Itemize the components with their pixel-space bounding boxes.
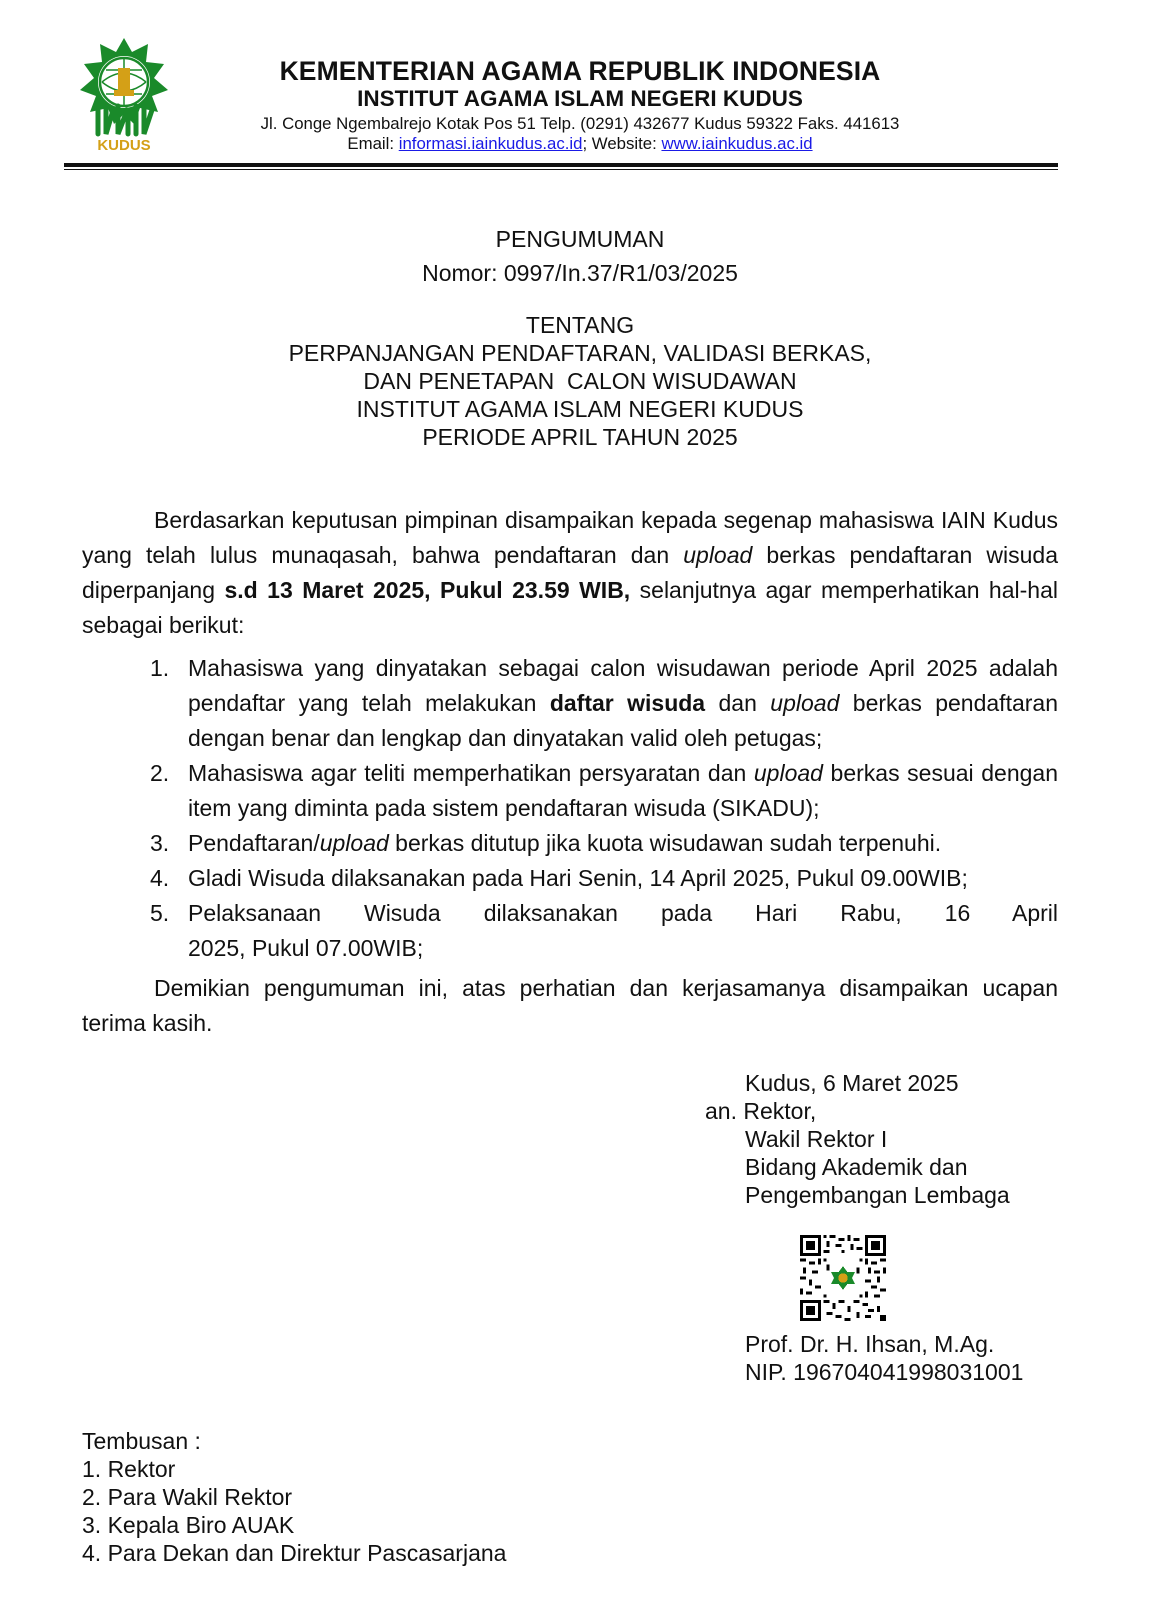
subject-line: PERPANJANGAN PENDAFTARAN, VALIDASI BERKAS, <box>288 340 872 366</box>
list-number: 1. <box>150 655 170 681</box>
list-number: 4. <box>150 865 170 891</box>
on-behalf-of: an. Rektor, <box>705 1098 817 1124</box>
list-text: berkas sesuai dengan item yang diminta pada sistem pendaftaran wisuda (SIKADU); <box>188 760 1059 821</box>
announcement-title-block <box>100 222 1060 290</box>
subject-block <box>100 311 1060 451</box>
role-line: Wakil Rektor I <box>745 1126 888 1152</box>
letterhead <box>190 56 970 154</box>
list-bold: daftar wisuda <box>549 690 706 716</box>
email-link[interactable]: informasi.iainkudus.ac.id <box>398 134 583 153</box>
announcement-number: Nomor: 0997/In.37/R1/03/2025 <box>422 260 738 286</box>
contact-line <box>190 134 970 154</box>
list-item <box>150 896 1058 966</box>
list-text: Pendaftaran/ <box>188 830 320 856</box>
website-label: ; Website: <box>582 134 657 153</box>
intro-italic: upload <box>683 542 753 568</box>
copies-item: 3. Kepala Biro AUAK <box>82 1512 295 1538</box>
about-label: TENTANG <box>525 312 635 338</box>
iain-kudus-logo <box>68 34 180 156</box>
list-item <box>150 651 1058 756</box>
copies-label: Tembusan : <box>82 1428 201 1454</box>
list-number: 5. <box>150 900 170 926</box>
role-line: Bidang Akademik dan <box>745 1154 968 1180</box>
intro-text: selanjutnya agar memperhatikan hal-hal sebagai berikut: <box>82 577 1058 638</box>
website-link[interactable]: www.iainkudus.ac.id <box>661 134 813 153</box>
list-text: Gladi Wisuda dilaksanakan pada Hari Senin, 14 April 2025, Pukul 09.00WIB; <box>188 865 968 891</box>
intro-paragraph <box>82 503 1058 643</box>
signatory <box>745 1330 1023 1386</box>
intro-text: Berdasarkan keputusan pimpinan disampaikan kepada segenap mahasiswa IAIN Kudus yang telah lulus munaqasah, bahwa pendaftaran dan <box>82 507 1058 568</box>
email-label: Email: <box>347 134 395 153</box>
copies-item: 4. Para Dekan dan Direktur Pascasarjana <box>82 1540 507 1566</box>
subject-line: INSTITUT AGAMA ISLAM NEGERI KUDUS <box>356 396 804 422</box>
list-number: 2. <box>150 760 170 786</box>
letterhead-rule-thin <box>64 169 1058 170</box>
list-italic: upload <box>770 690 840 716</box>
intro-text: berkas pendaftaran wisuda diperpanjang <box>82 542 1058 603</box>
signatory-nip: NIP. 196704041998031001 <box>745 1359 1024 1385</box>
ministry-name: KEMENTERIAN AGAMA REPUBLIK INDONESIA <box>279 56 881 86</box>
place-date: Kudus, 6 Maret 2025 <box>745 1070 959 1096</box>
signatory-role <box>745 1125 1010 1209</box>
list-italic: upload <box>753 760 823 786</box>
list-text: dan <box>705 690 771 716</box>
copies-to <box>82 1427 506 1567</box>
list-item <box>150 861 1058 896</box>
closing-paragraph <box>82 971 1058 1041</box>
list-text: Mahasiswa yang dinyatakan sebagai calon wisudawan periode April 2025 adalah pendaftar yang telah melakukan <box>188 655 1058 716</box>
list-item <box>150 756 1058 826</box>
list-italic: upload <box>319 830 389 856</box>
announcement-title: PENGUMUMAN <box>495 226 665 252</box>
list-item <box>150 826 1058 861</box>
requirements-list <box>150 651 1058 966</box>
address-line: Jl. Conge Ngembalrejo Kotak Pos 51 Telp. (0291) 432677 Kudus 59322 Faks. 441613 <box>260 114 900 133</box>
institution-name: INSTITUT AGAMA ISLAM NEGERI KUDUS <box>357 86 803 111</box>
closing-text: Demikian pengumuman ini, atas perhatian dan kerjasamanya disampaikan ucapan terima kasih. <box>82 975 1058 1036</box>
role-line: Pengembangan Lembaga <box>745 1182 1010 1208</box>
signatory-name: Prof. Dr. H. Ihsan, M.Ag. <box>745 1331 995 1357</box>
list-text: Pelaksanaan Wisuda dilaksanakan pada Hari Rabu, 16 April <box>188 900 1058 926</box>
copies-item: 2. Para Wakil Rektor <box>82 1484 293 1510</box>
list-number: 3. <box>150 830 170 856</box>
logo-lettering: KUDUS <box>97 137 151 154</box>
intro-deadline: s.d 13 Maret 2025, Pukul 23.59 WIB, <box>224 577 631 603</box>
list-text: Mahasiswa agar teliti memperhatikan persyaratan dan <box>188 760 754 786</box>
signature-qr-code <box>800 1235 886 1321</box>
copies-item: 1. Rektor <box>82 1456 176 1482</box>
subject-line: DAN PENETAPAN CALON WISUDAWAN <box>363 368 797 394</box>
list-text: berkas ditutup jika kuota wisudawan sudah terpenuhi. <box>388 830 942 856</box>
list-text: berkas pendaftaran dengan benar dan lengkap dan dinyatakan valid oleh petugas; <box>188 690 1058 751</box>
list-text: 2025, Pukul 07.00WIB; <box>188 935 424 961</box>
subject-line: PERIODE APRIL TAHUN 2025 <box>422 424 738 450</box>
letterhead-rule-thick <box>64 163 1058 167</box>
